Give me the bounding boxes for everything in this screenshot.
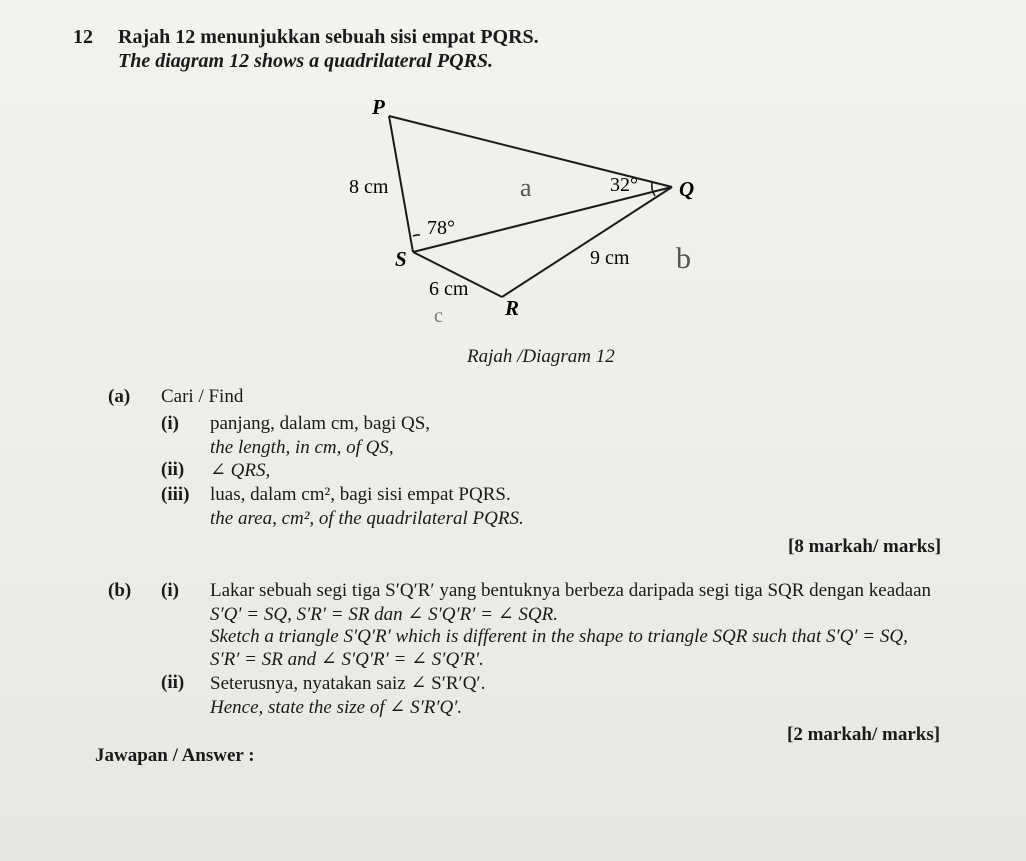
part-a-heading: Cari / Find (161, 386, 244, 407)
part-b-i-number: (i) (161, 580, 179, 601)
vertex-q-label: Q (679, 177, 695, 201)
question-intro-ms: Rajah 12 menunjukkan sebuah sisi empat PQRS. (118, 26, 539, 48)
vertex-p-label: P (372, 95, 385, 119)
handwritten-c: c (434, 305, 443, 327)
angle-s-arc (413, 235, 420, 236)
part-b-marks: [2 markah/ marks] (787, 724, 941, 745)
part-b-ii-text-ms: Seterusnya, nyatakan saiz ∠ S′R′Q′. (210, 673, 486, 694)
answer-label: Jawapan / Answer : (95, 745, 255, 766)
part-a-marks: [8 markah/ marks] (788, 536, 942, 557)
length-sr-label: 6 cm (429, 278, 469, 300)
vertex-s-label: S (395, 247, 407, 271)
handwritten-a: a (520, 173, 532, 202)
part-a-ii-number: (ii) (161, 459, 185, 480)
angle-q-arc (652, 182, 655, 196)
part-b-i-text-ms-line1: Lakar sebuah segi tiga S′Q′R′ yang bentuknya berbeza daripada segi tiga SQR dengan keadaan (210, 580, 932, 601)
part-a-i-text-ms: panjang, dalam cm, bagi QS, (210, 413, 431, 434)
part-a-label: (a) (108, 386, 131, 407)
vertex-r-label: R (505, 296, 520, 320)
length-ps-label: 8 cm (349, 176, 389, 198)
angle-q-label: 32° (610, 174, 638, 196)
edge-ps (389, 116, 413, 252)
diagram-caption: Rajah /Diagram 12 (467, 346, 615, 367)
part-a-ii-text: ∠ QRS, (210, 460, 271, 481)
part-a-i-text-en: the length, in cm, of QS, (210, 437, 394, 458)
part-b-i-text-ms-line2: S′Q′ = SQ, S′R′ = SR dan ∠ S′Q′R′ = ∠ SQR. (210, 604, 558, 625)
handwritten-b: b (676, 242, 691, 275)
part-b-label: (b) (108, 580, 132, 601)
angle-s-label: 78° (427, 217, 455, 239)
part-b-i-text-en-line1: Sketch a triangle S′Q′R′ which is different in the shape to triangle SQR such that S′Q′ = SQ, (210, 626, 908, 647)
edge-rq (502, 187, 672, 297)
part-a-i-number: (i) (161, 413, 179, 434)
part-b-ii-text-en: Hence, state the size of ∠ S′R′Q′. (210, 697, 463, 718)
part-b-i-text-en-line2: S′R′ = SR and ∠ S′Q′R′ = ∠ S′Q′R′. (210, 649, 484, 670)
part-a-iii-text-en: the area, cm², of the quadrilateral PQRS. (210, 508, 524, 529)
part-a-iii-number: (iii) (161, 484, 190, 505)
question-number: 12 (73, 26, 93, 48)
part-b-ii-number: (ii) (161, 672, 185, 693)
part-a-iii-text-ms: luas, dalam cm², bagi sisi empat PQRS. (210, 484, 511, 505)
length-qr-label: 9 cm (590, 247, 630, 269)
question-intro-en: The diagram 12 shows a quadrilateral PQRS. (118, 50, 494, 72)
